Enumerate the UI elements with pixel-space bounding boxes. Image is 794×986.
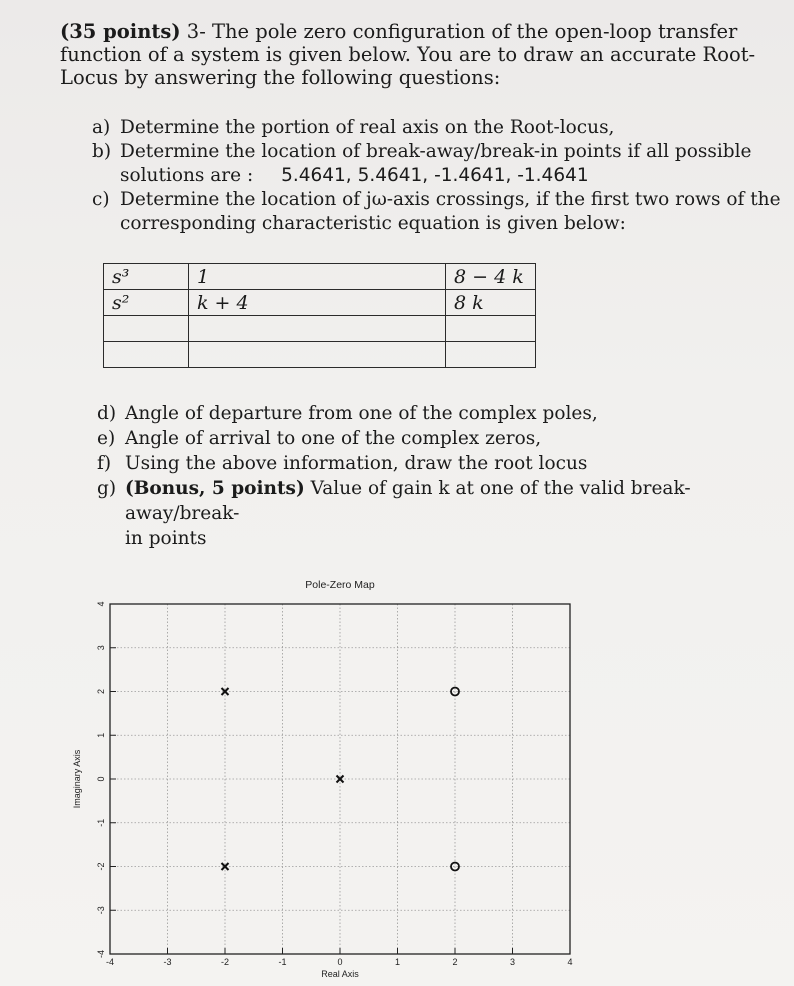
solutions-values: 5.4641, 5.4641, -1.4641, -1.4641 [281, 165, 589, 186]
question-letter: g) [97, 478, 117, 499]
x-tick-label: -4 [105, 957, 115, 967]
question-text: Using the above information, draw the root locus [125, 453, 588, 474]
table-cell: 8 k [446, 290, 536, 316]
y-tick-label: 0 [96, 776, 106, 782]
question-text: Determine the location of jω-axis crossings, if the first two rows of the corresponding characteristic equation is given below: [120, 189, 781, 234]
y-tick-label: 4 [96, 601, 106, 607]
problem-title: 3- The pole zero configuration of the open-loop transfer function of a system is given below. You are to draw an accurate Root-Locus by answering the following questions: [60, 20, 756, 89]
table-cell: 8 − 4 k [446, 264, 536, 290]
question-text: Determine the portion of real axis on the Root-locus, [120, 117, 615, 138]
question-text: Value of gain k at one of the valid break-away/break- [125, 478, 691, 524]
question-letter: a) [92, 117, 111, 138]
y-axis-label: Imaginary Axis [72, 749, 82, 809]
question-letter: b) [92, 141, 112, 162]
question-letter: e) [97, 428, 116, 449]
question-letter: f) [97, 453, 112, 474]
chart-title: Pole-Zero Map [305, 579, 375, 591]
question-text: Determine the location of break-away/break-in points if all possible [120, 141, 752, 162]
bonus-label: (Bonus, 5 points) [125, 478, 305, 499]
x-tick-label: 0 [337, 957, 343, 967]
x-tick-label: -2 [220, 957, 230, 967]
y-tick-label: -4 [96, 949, 106, 959]
question-letter: d) [97, 403, 117, 424]
x-tick-label: 1 [394, 957, 401, 967]
y-tick-label: -2 [96, 862, 106, 871]
x-tick-label: -3 [163, 957, 172, 967]
x-tick-label: -1 [278, 957, 287, 967]
x-tick-label: 4 [567, 957, 573, 967]
solutions-label: solutions are : [120, 165, 254, 186]
question-letter: c) [92, 189, 110, 210]
y-tick-label: -3 [96, 906, 106, 915]
table-cell: s² [104, 290, 189, 316]
table-cell: s³ [104, 264, 189, 290]
question-g-continued: in points [125, 528, 207, 549]
x-axis-label: Real Axis [321, 969, 359, 979]
table-cell: 1 [189, 264, 446, 290]
y-tick-label: 1 [96, 732, 106, 738]
problem-points: (35 points) [60, 20, 181, 43]
table-cell: k + 4 [189, 290, 446, 316]
y-tick-label: -1 [96, 818, 106, 827]
x-tick-label: 3 [509, 957, 516, 967]
question-text: Angle of departure from one of the complex poles, [125, 403, 598, 424]
x-tick-label: 2 [452, 957, 458, 967]
question-text: Angle of arrival to one of the complex zeros, [125, 428, 542, 449]
y-tick-label: 2 [96, 688, 106, 695]
y-tick-label: 3 [96, 645, 106, 651]
